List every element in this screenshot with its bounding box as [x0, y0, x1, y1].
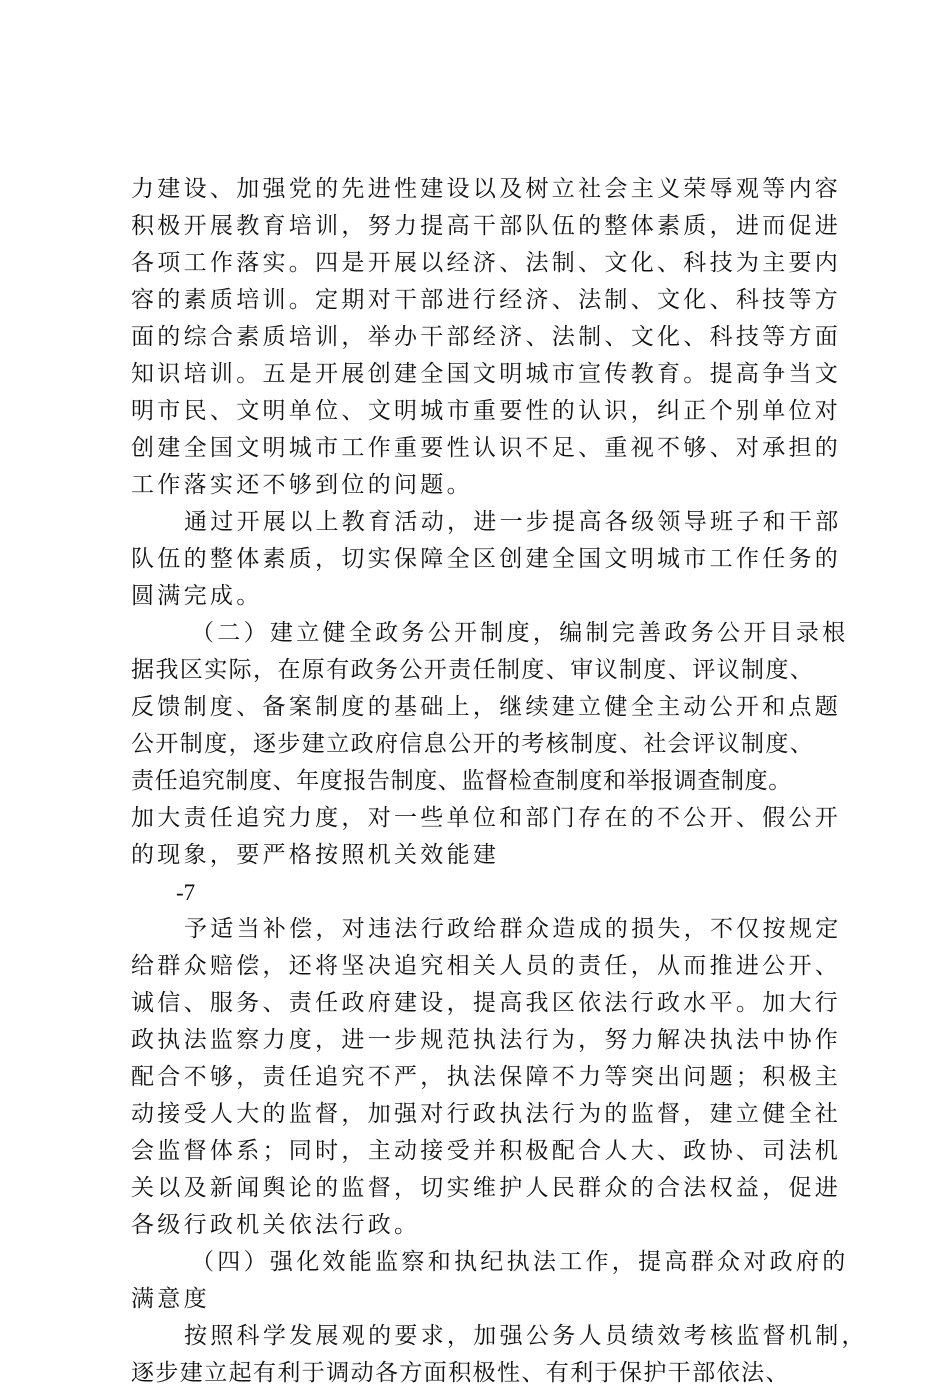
text-line: 积极开展教育培训，努力提高干部队伍的整体素质，进而促进	[131, 213, 842, 239]
section-heading-line: （二）建立健全政务公开制度，编制完善政务公开目录根	[191, 620, 849, 646]
text-line: 的现象，要严格按照机关效能建	[131, 842, 500, 868]
text-line: 各项工作落实。四是开展以经济、法制、文化、科技为主要内	[131, 250, 842, 276]
page-number: -7	[176, 880, 196, 905]
text-line: 诚信、服务、责任政府建设，提高我区依法行政水平。加大行	[131, 990, 842, 1016]
text-line: 反馈制度、备案制度的基础上，继续建立健全主动公开和点题	[131, 694, 842, 720]
text-line: 政执法监察力度，进一步规范执法行为，努力解决执法中协作	[131, 1027, 842, 1053]
text-line: 会监督体系；同时，主动接受并积极配合人大、政协、司法机	[131, 1138, 842, 1164]
text-line: 容的素质培训。定期对干部进行经济、法制、文化、科技等方	[131, 287, 842, 313]
paragraph-start-line: 按照科学发展观的要求，加强公务人员绩效考核监督机制，	[184, 1323, 868, 1349]
document-body	[131, 171, 868, 1392]
text-line: 知识培训。五是开展创建全国文明城市宣传教育。提高争当文	[131, 361, 842, 387]
text-line: 面的综合素质培训，举办干部经济、法制、文化、科技等方面	[131, 324, 842, 350]
text-line: 力建设、加强党的先进性建设以及树立社会主义荣辱观等内容	[131, 176, 842, 202]
text-line: 创建全国文明城市工作重要性认识不足、重视不够、对承担的	[131, 435, 842, 461]
text-line: 明市民、文明单位、文明城市重要性的认识，纠正个别单位对	[131, 398, 842, 424]
text-line: 圆满完成。	[131, 583, 263, 609]
paragraph-start-line: 通过开展以上教育活动，进一步提高各级领导班子和干部	[184, 509, 842, 535]
text-line: 配合不够，责任追究不严，执法保障不力等突出问题；积极主	[131, 1064, 842, 1090]
text-line: 公开制度，逐步建立政府信息公开的考核制度、社会评议制度、	[131, 731, 815, 757]
text-line: 关以及新闻舆论的监督，切实维护人民群众的合法权益，促进	[131, 1175, 842, 1201]
text-line: 各级行政机关依法行政。	[131, 1212, 421, 1238]
text-line: 加大责任追究力度，对一些单位和部门存在的不公开、假公开	[131, 805, 842, 831]
text-line: 给群众赔偿，还将坚决追究相关人员的责任，从而推进公开、	[131, 953, 842, 979]
text-line: 责任追究制度、年度报告制度、监督检查制度和举报调查制度。	[131, 768, 792, 794]
text-line: 据我区实际，在原有政务公开责任制度、审议制度、评议制度、	[131, 657, 815, 683]
section-heading-line: （四）强化效能监察和执纪执法工作，提高群众对政府的	[191, 1249, 849, 1275]
text-line: 工作落实还不够到位的问题。	[131, 472, 473, 498]
text-line: 满意度	[131, 1286, 210, 1312]
text-line: 动接受人大的监督，加强对行政执法行为的监督，建立健全社	[131, 1101, 842, 1127]
paragraph-start-line: 予适当补偿，对违法行政给群众造成的损失，不仅按规定	[184, 916, 842, 942]
text-line: 逐步建立起有利于调动各方面积极性、有利于保护干部依法、	[131, 1360, 790, 1386]
text-line: 队伍的整体素质，切实保障全区创建全国文明城市工作任务的	[131, 546, 842, 572]
